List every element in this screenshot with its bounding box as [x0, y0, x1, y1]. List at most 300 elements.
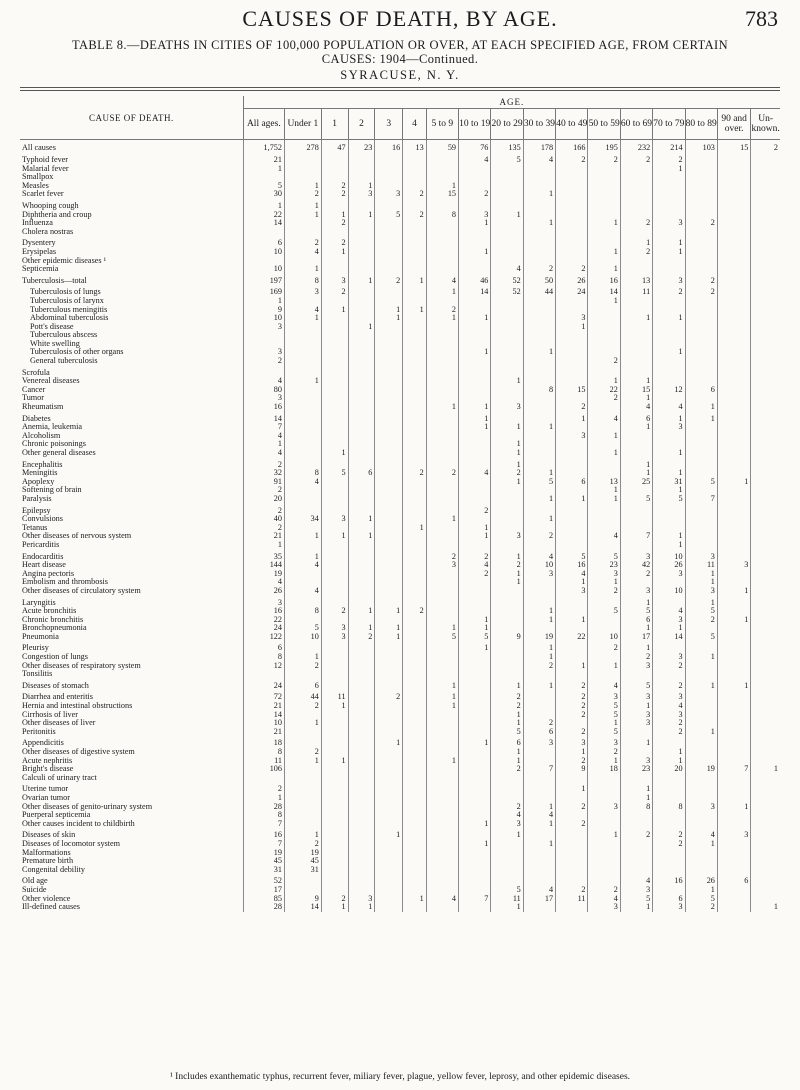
- death-count: [426, 423, 458, 432]
- death-count: [375, 711, 403, 720]
- death-count: 8: [284, 469, 321, 478]
- death-count: 17: [243, 886, 284, 895]
- death-count: [426, 331, 458, 340]
- cause-label: Ill-defined causes: [22, 903, 80, 912]
- cause-label: Other diseases of circulatory system: [22, 586, 141, 595]
- death-count: [375, 785, 403, 794]
- death-count: [375, 662, 403, 671]
- death-count: 22: [556, 633, 588, 642]
- death-count: [426, 340, 458, 349]
- death-count: [751, 469, 780, 478]
- death-count: [459, 495, 491, 504]
- death-count: [685, 440, 717, 449]
- death-count: [375, 331, 403, 340]
- cause-name: [20, 202, 243, 211]
- death-count: [588, 331, 620, 340]
- death-count: 1: [459, 739, 491, 748]
- death-count: 7: [459, 895, 491, 904]
- death-count: [717, 432, 750, 441]
- death-count: [620, 524, 652, 533]
- death-count: [717, 794, 750, 803]
- cause-name: [20, 644, 243, 653]
- death-count: [403, 440, 426, 449]
- death-count: [375, 895, 403, 904]
- death-count: 1: [491, 578, 523, 587]
- death-count: [284, 357, 321, 366]
- death-count: 4: [491, 811, 523, 820]
- death-count: [620, 306, 652, 315]
- death-count: 5: [491, 156, 523, 165]
- death-count: 1: [588, 432, 620, 441]
- cause-label: Venereal diseases: [22, 377, 80, 386]
- cause-label: Puerperal septicemia: [22, 811, 91, 820]
- death-count: 1: [523, 607, 555, 616]
- running-header: [0, 6, 800, 36]
- death-count: 2: [556, 728, 588, 737]
- death-count: [403, 228, 426, 237]
- death-count: 2: [588, 394, 620, 403]
- death-count: 1: [348, 903, 375, 912]
- death-count: [348, 449, 375, 458]
- death-count: [523, 461, 555, 470]
- death-count: 3: [348, 895, 375, 904]
- death-count: 2: [284, 190, 321, 199]
- death-count: [243, 369, 284, 378]
- death-count: 5: [321, 469, 348, 478]
- death-count: [523, 774, 555, 783]
- death-count: [459, 377, 491, 386]
- cause-name: [20, 794, 243, 803]
- death-count: [348, 849, 375, 858]
- death-count: 1: [375, 314, 403, 323]
- cause-name: [20, 156, 243, 165]
- death-count: [751, 432, 780, 441]
- death-count: [459, 719, 491, 728]
- death-count: [459, 599, 491, 608]
- death-count: [685, 486, 717, 495]
- death-count: 1: [459, 840, 491, 849]
- death-count: [403, 670, 426, 679]
- death-count: [426, 297, 458, 306]
- death-count: [556, 486, 588, 495]
- death-count: [523, 377, 555, 386]
- death-count: [653, 257, 685, 266]
- table-row: [20, 331, 780, 340]
- death-count: 2: [653, 156, 685, 165]
- death-count: [321, 877, 348, 886]
- death-count: [403, 849, 426, 858]
- death-count: 7: [685, 495, 717, 504]
- table-row: [20, 228, 780, 237]
- cause-label: Malformations: [22, 848, 71, 857]
- death-count: [717, 774, 750, 783]
- death-count: [284, 507, 321, 516]
- death-count: [620, 323, 652, 332]
- table-row: [20, 774, 780, 783]
- cause-label: Typhoid fever: [22, 156, 69, 164]
- death-count: [751, 877, 780, 886]
- death-count: [459, 662, 491, 671]
- death-count: [284, 877, 321, 886]
- death-count: [348, 265, 375, 274]
- death-count: [717, 219, 750, 228]
- death-count: [348, 306, 375, 315]
- death-count: 5: [685, 607, 717, 616]
- death-count: [717, 469, 750, 478]
- death-count: [426, 849, 458, 858]
- cause-name: [20, 257, 243, 266]
- death-count: 5: [556, 553, 588, 562]
- cause-name: [20, 495, 243, 504]
- cause-label: Diseases of locomotor system: [22, 839, 121, 848]
- death-count: 2: [321, 190, 348, 199]
- cause-name: [20, 616, 243, 625]
- death-count: [523, 297, 555, 306]
- death-count: [620, 811, 652, 820]
- cause-name: [20, 297, 243, 306]
- death-count: 1: [620, 702, 652, 711]
- death-count: [375, 820, 403, 829]
- table-row: [20, 143, 780, 153]
- death-count: [348, 377, 375, 386]
- death-count: 40: [243, 515, 284, 524]
- death-count: 5: [491, 886, 523, 895]
- cause-name: [20, 840, 243, 849]
- death-count: [321, 331, 348, 340]
- death-count: [556, 257, 588, 266]
- death-count: [459, 748, 491, 757]
- death-count: [321, 811, 348, 820]
- death-count: [403, 553, 426, 562]
- death-count: [403, 265, 426, 274]
- cause-name: [20, 599, 243, 608]
- table-row: [20, 257, 780, 266]
- table-row: [20, 486, 780, 495]
- death-count: 1: [375, 831, 403, 840]
- cause-name: [20, 553, 243, 562]
- cause-label: Diseases of skin: [22, 831, 76, 840]
- death-count: [620, 849, 652, 858]
- cause-name: [20, 507, 243, 516]
- death-count: 1: [523, 653, 555, 662]
- death-count: 1: [491, 757, 523, 766]
- death-count: [491, 239, 523, 248]
- death-count: [426, 532, 458, 541]
- death-count: [403, 886, 426, 895]
- table-row: [20, 719, 780, 728]
- death-count: [375, 561, 403, 570]
- death-count: [653, 794, 685, 803]
- table-row: [20, 682, 780, 691]
- death-count: 2: [556, 886, 588, 895]
- death-count: [588, 461, 620, 470]
- death-count: [588, 794, 620, 803]
- cause-label: Scarlet fever: [22, 190, 64, 199]
- death-count: [284, 570, 321, 579]
- death-count: 7: [620, 532, 652, 541]
- cause-name: [20, 670, 243, 679]
- death-count: [426, 524, 458, 533]
- death-count: 3: [620, 553, 652, 562]
- death-count: [403, 616, 426, 625]
- death-count: 1: [491, 682, 523, 691]
- death-count: 1: [284, 202, 321, 211]
- death-count: [321, 794, 348, 803]
- death-count: 4: [459, 561, 491, 570]
- death-count: [321, 265, 348, 274]
- death-count: 2: [620, 831, 652, 840]
- death-count: [403, 857, 426, 866]
- death-count: [459, 670, 491, 679]
- death-count: [403, 578, 426, 587]
- death-count: [284, 432, 321, 441]
- death-count: 1: [556, 415, 588, 424]
- cause-label: Tonsilitis: [22, 670, 53, 679]
- death-count: [284, 486, 321, 495]
- death-count: [491, 486, 523, 495]
- death-count: [459, 173, 491, 182]
- death-count: [751, 662, 780, 671]
- death-count: [556, 624, 588, 633]
- footnote: ¹ Includes exanthematic typhus, recurrent fever, miliary fever, plague, yellow fever, leprosy, and other epidemic diseases.: [169, 1072, 631, 1082]
- cause-label: Pleurisy: [22, 644, 49, 653]
- death-count: [717, 895, 750, 904]
- death-count: 16: [588, 277, 620, 286]
- death-count: [321, 662, 348, 671]
- death-count: [523, 541, 555, 550]
- death-count: [620, 357, 652, 366]
- death-count: [403, 297, 426, 306]
- death-count: [556, 469, 588, 478]
- death-count: 4: [588, 682, 620, 691]
- table-row: [20, 803, 780, 812]
- death-count: [426, 415, 458, 424]
- death-count: [491, 386, 523, 395]
- death-count: 1: [620, 377, 652, 386]
- death-count: [620, 257, 652, 266]
- table-row: [20, 190, 780, 199]
- death-count: 3: [348, 190, 375, 199]
- death-count: 1: [685, 682, 717, 691]
- death-count: 23: [620, 765, 652, 774]
- death-count: 1: [491, 570, 523, 579]
- death-count: [491, 624, 523, 633]
- death-count: [717, 711, 750, 720]
- death-count: [523, 831, 555, 840]
- death-count: 22: [243, 211, 284, 220]
- death-count: [375, 257, 403, 266]
- death-count: [403, 748, 426, 757]
- death-count: [375, 156, 403, 165]
- death-count: [321, 257, 348, 266]
- death-count: [685, 432, 717, 441]
- table-caption-line2: CAUSES: 1904—Continued.: [321, 52, 479, 66]
- cause-name: [20, 831, 243, 840]
- cause-label: Old age: [22, 877, 48, 886]
- death-count: [321, 423, 348, 432]
- death-count: [717, 644, 750, 653]
- death-count: [321, 394, 348, 403]
- table-row: [20, 811, 780, 820]
- death-count: [717, 228, 750, 237]
- death-count: 5: [620, 607, 652, 616]
- death-count: [403, 202, 426, 211]
- death-count: [717, 173, 750, 182]
- death-count: 5: [491, 728, 523, 737]
- death-count: [556, 644, 588, 653]
- death-count: 2: [284, 840, 321, 849]
- death-count: [751, 219, 780, 228]
- death-count: [717, 693, 750, 702]
- death-count: [284, 794, 321, 803]
- death-count: [588, 314, 620, 323]
- death-count: 5: [375, 211, 403, 220]
- death-count: [284, 461, 321, 470]
- death-count: [348, 348, 375, 357]
- death-count: [459, 866, 491, 875]
- death-count: [426, 774, 458, 783]
- death-count: 2: [588, 587, 620, 596]
- death-count: [459, 849, 491, 858]
- cause-name: [20, 478, 243, 487]
- death-count: 5: [588, 711, 620, 720]
- table-row: [20, 248, 780, 257]
- cause-name: [20, 693, 243, 702]
- death-count: 1: [653, 486, 685, 495]
- cause-name: [20, 461, 243, 470]
- death-count: 2: [284, 748, 321, 757]
- cause-name: [20, 265, 243, 274]
- death-count: 4: [653, 702, 685, 711]
- death-count: [717, 190, 750, 199]
- death-count: 4: [620, 877, 652, 886]
- death-count: [375, 903, 403, 912]
- death-count: [717, 532, 750, 541]
- death-count: 20: [653, 765, 685, 774]
- death-count: [685, 820, 717, 829]
- death-count: [717, 377, 750, 386]
- cause-name: [20, 219, 243, 228]
- death-count: [751, 357, 780, 366]
- death-count: 15: [556, 386, 588, 395]
- death-count: 1: [375, 607, 403, 616]
- death-count: 4: [523, 156, 555, 165]
- death-count: 1: [653, 469, 685, 478]
- cause-label: Diabetes: [22, 414, 51, 423]
- death-count: [348, 866, 375, 875]
- cause-name: [20, 765, 243, 774]
- death-count: 1: [620, 423, 652, 432]
- death-count: [321, 348, 348, 357]
- death-count: [523, 331, 555, 340]
- death-count: [321, 369, 348, 378]
- death-count: [426, 495, 458, 504]
- death-count: [620, 774, 652, 783]
- death-count: 14: [243, 711, 284, 720]
- death-count: 2: [653, 719, 685, 728]
- death-count: 103: [685, 143, 717, 153]
- death-count: 2: [685, 219, 717, 228]
- death-count: 12: [243, 662, 284, 671]
- death-count: 1: [426, 693, 458, 702]
- death-count: 1: [243, 165, 284, 174]
- death-count: [717, 348, 750, 357]
- table-row: [20, 794, 780, 803]
- death-count: [348, 820, 375, 829]
- death-count: [321, 541, 348, 550]
- death-count: [375, 495, 403, 504]
- death-count: 2: [588, 156, 620, 165]
- death-count: [751, 886, 780, 895]
- death-count: 2: [491, 765, 523, 774]
- death-count: [459, 432, 491, 441]
- death-count: [556, 857, 588, 866]
- cause-name: [20, 440, 243, 449]
- death-count: 1: [653, 748, 685, 757]
- death-count: 11: [321, 693, 348, 702]
- cause-name: [20, 165, 243, 174]
- cause-name: [20, 228, 243, 237]
- death-count: [751, 653, 780, 662]
- death-count: 16: [375, 143, 403, 153]
- death-count: [426, 394, 458, 403]
- death-count: [556, 239, 588, 248]
- table-row: [20, 857, 780, 866]
- death-count: [588, 190, 620, 199]
- death-count: 2: [403, 469, 426, 478]
- death-count: [556, 377, 588, 386]
- death-count: [284, 403, 321, 412]
- death-count: [491, 774, 523, 783]
- cause-name: [20, 653, 243, 662]
- death-count: [243, 331, 284, 340]
- death-count: 8: [243, 653, 284, 662]
- death-count: [685, 190, 717, 199]
- cause-label: Cirrhosis of liver: [22, 710, 78, 719]
- table-row: [20, 239, 780, 248]
- death-count: 3: [620, 719, 652, 728]
- cause-label: Tuberculosis—total: [22, 276, 87, 285]
- death-count: [321, 866, 348, 875]
- death-count: [491, 524, 523, 533]
- death-count: [403, 486, 426, 495]
- cause-label: Whooping cough: [22, 201, 79, 210]
- death-count: [751, 541, 780, 550]
- death-count: 1: [653, 165, 685, 174]
- death-count: 14: [588, 288, 620, 297]
- death-count: 6: [556, 478, 588, 487]
- death-count: [348, 702, 375, 711]
- death-count: [321, 202, 348, 211]
- death-count: 11: [243, 757, 284, 766]
- death-count: [403, 331, 426, 340]
- death-count: [426, 219, 458, 228]
- table-row: [20, 288, 780, 297]
- death-count: [375, 323, 403, 332]
- death-count: [426, 662, 458, 671]
- death-count: 232: [620, 143, 652, 153]
- death-count: 1: [523, 423, 555, 432]
- death-count: [321, 711, 348, 720]
- death-count: [685, 449, 717, 458]
- death-count: [491, 297, 523, 306]
- death-count: 1: [284, 831, 321, 840]
- death-count: [403, 515, 426, 524]
- death-count: 1: [491, 831, 523, 840]
- death-count: 3: [284, 288, 321, 297]
- death-count: [403, 831, 426, 840]
- death-count: [491, 515, 523, 524]
